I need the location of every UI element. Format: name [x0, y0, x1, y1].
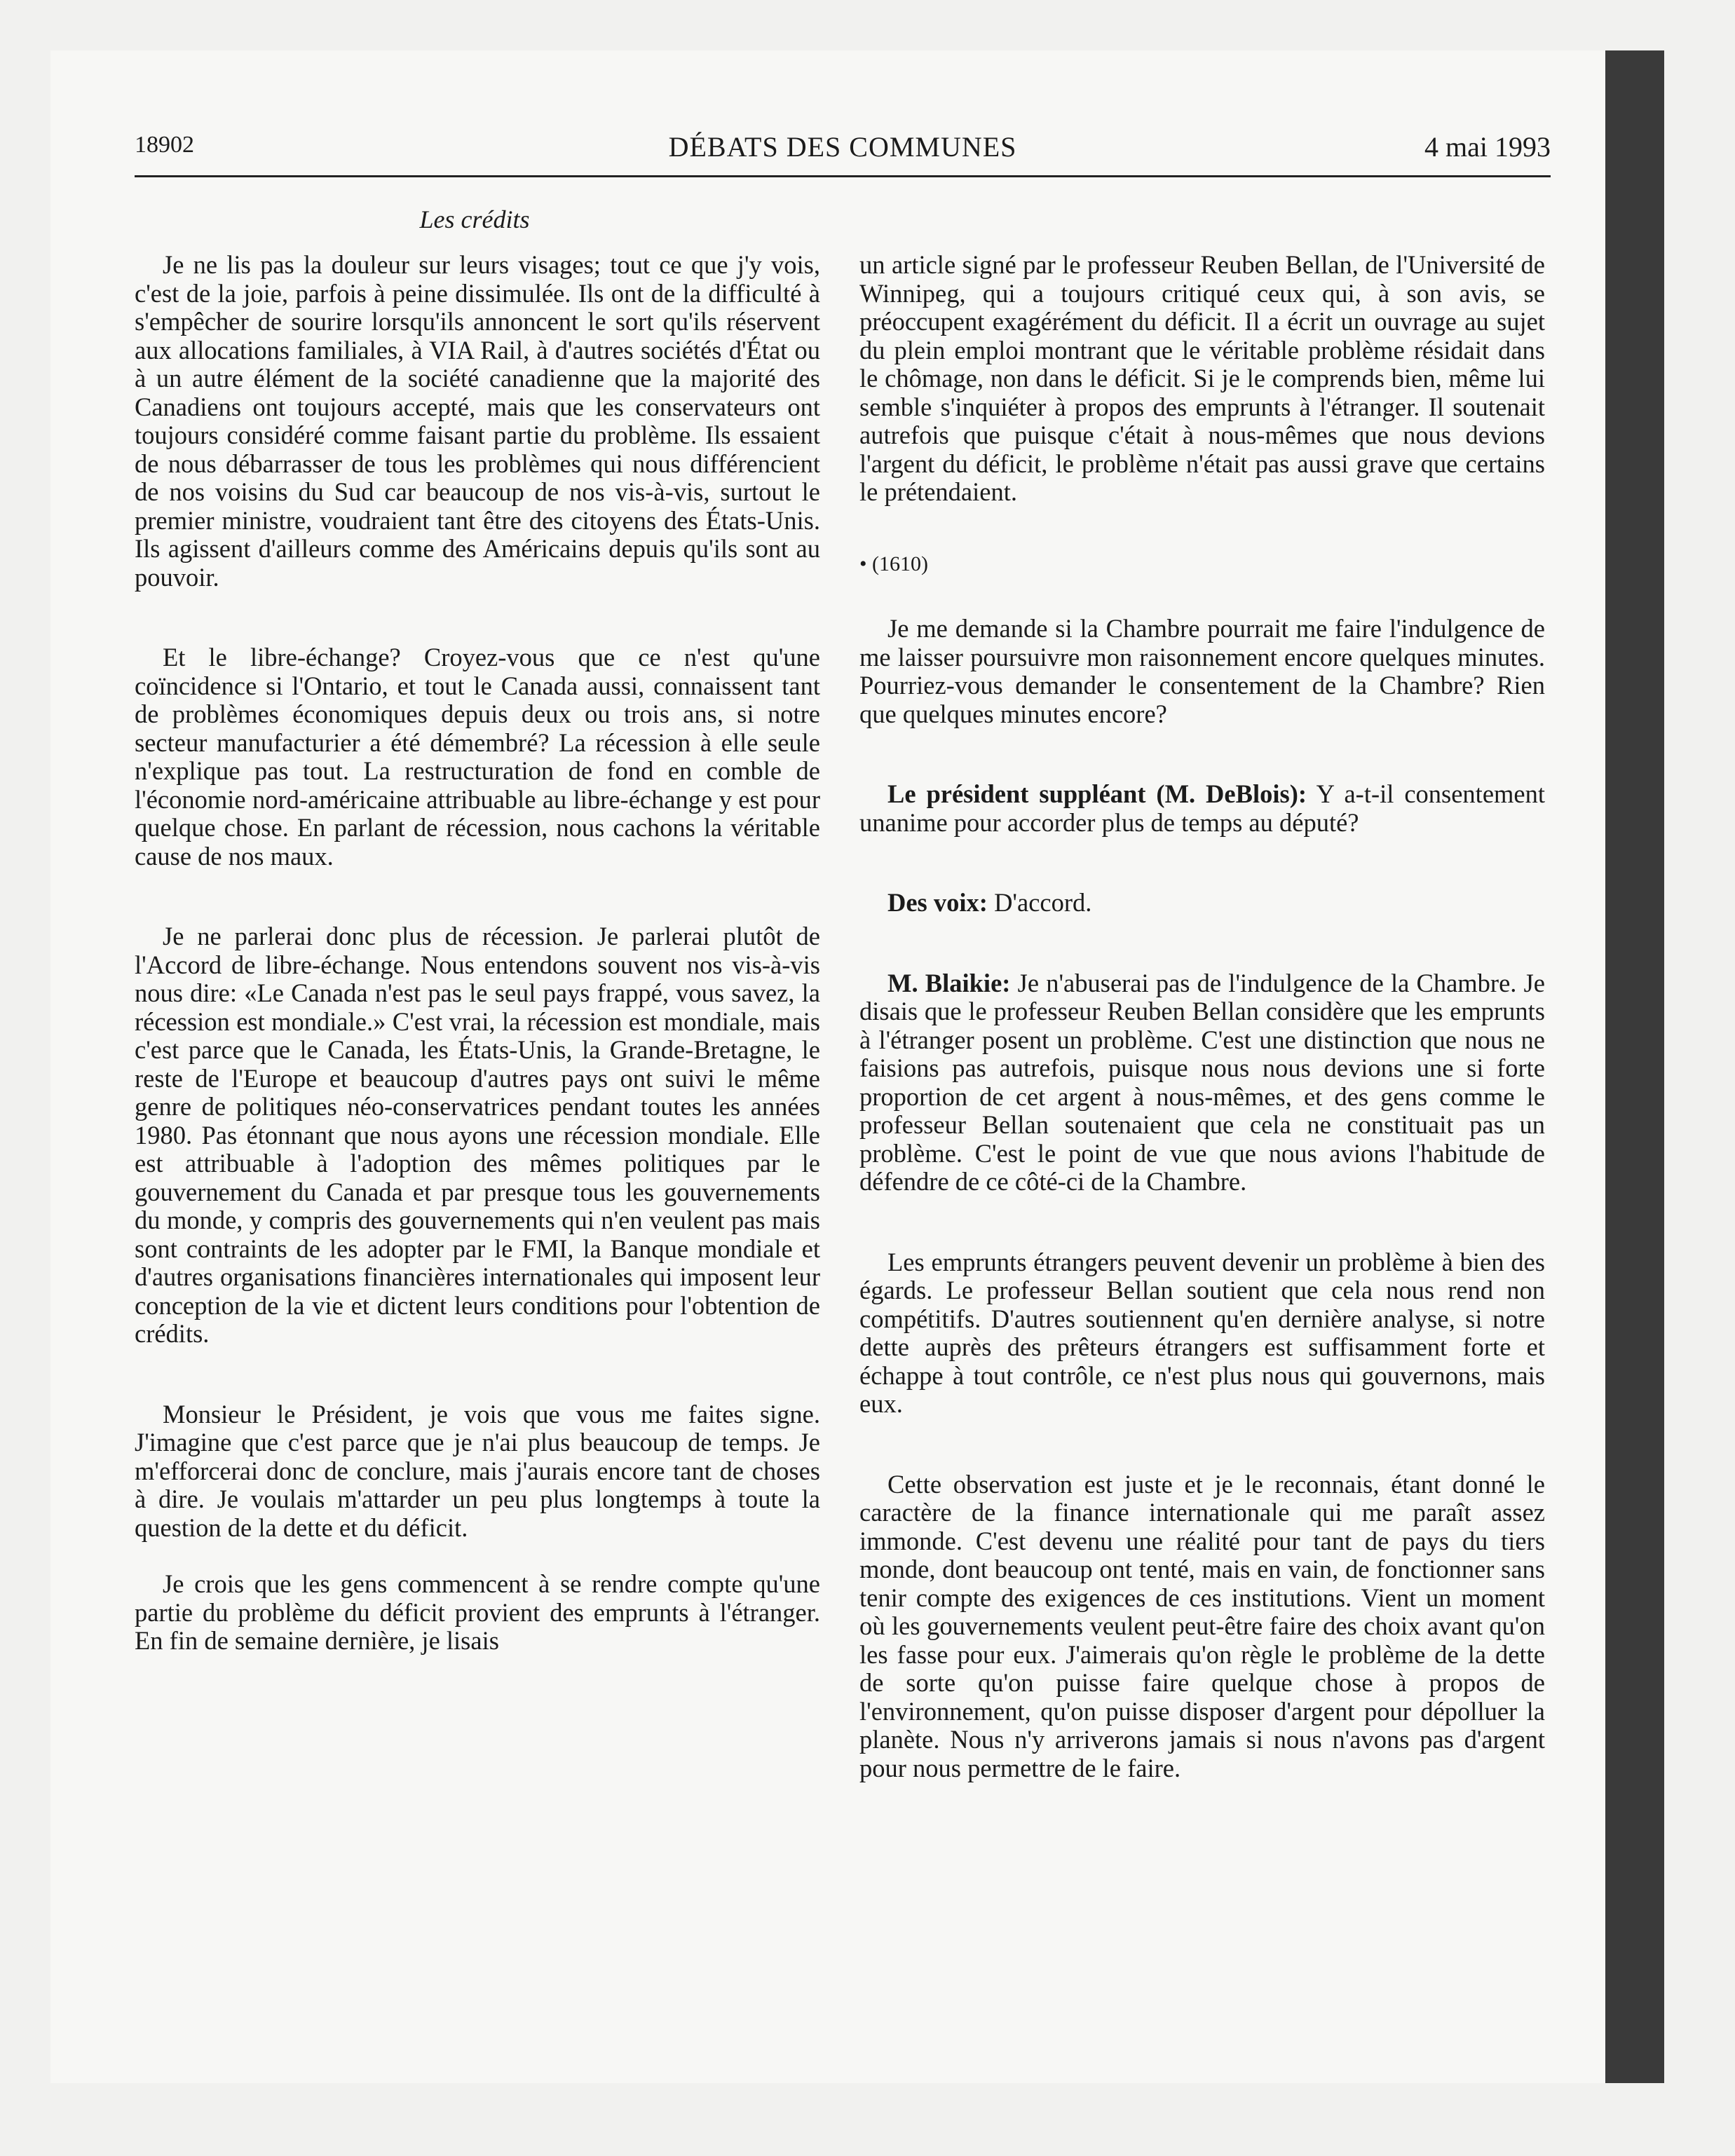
speech-text: Je n'abuserai pas de l'indulgence de la Chambre. Je disais que le professeur Reuben Bellan considère que les emprunts à l'étranger posent un problème. C'est une distinction que nous ne faisions pas autrefois, puisque nous nous devions une si forte proportion de cet argent à nous-mêmes, et des gens comme le professeur Bellan soutenaient que cela ne constituait pas un problème. C'est le point de vue que nous avions l'habitude de défendre de ce côté-ci de la Chambre.: [859, 968, 1545, 1196]
paragraph: Les emprunts étrangers peuvent devenir un problème à bien des égards. Le professeur Bellan soutient que cela nous rend non compétitifs. D'autres soutiennent qu'en dernière analyse, si notre dette auprès des prêteurs étrangers est suffisamment forte et échappe à tout contrôle, ce n'est plus nous qui gouvernons, mais eux.: [859, 1247, 1545, 1418]
speech-voices: [859, 889, 1545, 917]
timestamp: • (1610): [859, 552, 928, 575]
paragraph-continuation: un article signé par le professeur Reuben Bellan, de l'Université de Winnipeg, qui a toujours critiqué ceux qui, à son avis, se préoccupent exagérément du déficit. Il a écrit un ouvrage au sujet du plein emploi montrant que le véritable problème résidait dans le chômage, non dans le déficit. Si je le comprends bien, même lui semble s'inquiéter à propos des emprunts à l'étranger. Il soutenait autrefois que puisque c'était à nous-mêmes que nous devions l'argent du déficit, le problème n'était pas aussi grave que certains le prétendaient.: [859, 250, 1545, 506]
scan-edge-band: [1605, 50, 1664, 2083]
paragraph: Monsieur le Président, je vois que vous me faites signe. J'imagine que c'est parce que je n'ai plus beaucoup de temps. Je m'efforcerai donc de conclure, mais j'aurais encore tant de choses à dire. Je voulais m'attarder un peu plus longtemps à toute la question de la dette et du déficit.: [135, 1399, 820, 1542]
left-column: [135, 251, 820, 1656]
paragraph: Cette observation est juste et je le reconnais, étant donné le caractère de la finance internationale qui me paraît assez immonde. C'est devenu une réalité pour tant de pays du tiers monde, dont beaucoup ont tenté, mais en vain, de fonctionner sans tenir compte des exigences de ces institutions. Vient un moment où les gouvernements veulent peut-être faire des choix avant qu'on les fasse pour eux. J'aimerais qu'on règle le problème de la dette de sorte qu'on puisse faire quelque chose à propos de l'environnement, qu'on puisse disposer d'argent pour dépolluer la planète. Nous n'y arriverons jamais si nous n'avons pas d'argent pour nous permettre de le faire.: [859, 1469, 1545, 1782]
paragraph: Je ne parlerai donc plus de récession. Je parlerai plutôt de l'Accord de libre-échange. Nous entendons souvent nos vis-à-vis nous dire: «Le Canada n'est pas le seul pays frappé, vous savez, la récession est mondiale.» C'est vrai, la récession est mondiale, mais c'est parce que le Canada, les États-Unis, la Grande-Bretagne, le reste de l'Europe et beaucoup d'autres pays ont suivi le même genre de politiques néo-conservatrices pendant toutes les années 1980. Pas étonnant que nous ayons une récession mondiale. Elle est attribuable à l'adoption des mêmes politiques par le gouvernement du Canada et par presque tous les gouvernements du monde, y compris des gouvernements qui n'en veulent pas mais sont contraints de les adopter par le FMI, la Banque mondiale et d'autres organisations financières internationales qui imposent leur conception de la vie et dictent leurs conditions pour l'obtention de crédits.: [135, 922, 820, 1348]
paragraph: Je ne lis pas la douleur sur leurs visages; tout ce que j'y vois, c'est de la joie, parfois à peine dissimulée. Ils ont de la difficulté à s'empêcher de sourire lorsqu'ils annoncent le sort qu'ils réservent aux allocations familiales, à VIA Rail, à d'autres sociétés d'État ou à un autre élément de la société canadienne que la majorité des Canadiens ont toujours accepté, mais que les conservateurs ont toujours considéré comme faisant partie du problème. Ils essaient de nous débarrasser de tous les problèmes qui nous différencient de nos voisins du Sud car beaucoup de nos vis-à-vis, surtout le premier ministre, voudraient tant être des citoyens des États-Unis. Ils agissent d'ailleurs comme des Américains depuis qu'ils sont au pouvoir.: [135, 250, 820, 592]
paragraph: Je crois que les gens commencent à se rendre compte qu'une partie du problème du déficit provient des emprunts à l'étranger. En fin de semaine dernière, je lisais: [135, 1569, 820, 1655]
paragraph: Je me demande si la Chambre pourrait me faire l'indulgence de me laisser poursuivre mon raisonnement encore quelques minutes. Pourriez-vous demander le consentement de la Chambre? Rien que quelques minutes encore?: [859, 614, 1545, 728]
page-header: [135, 132, 1551, 177]
section-title: Les crédits: [419, 205, 530, 233]
speaker-name: Des voix:: [887, 888, 988, 917]
speaker-name: M. Blaikie:: [887, 968, 1011, 997]
speech-text: D'accord.: [987, 888, 1092, 917]
publication-title: DÉBATS DES COMMUNES: [668, 131, 1017, 163]
speech-deblois: [859, 780, 1545, 837]
right-column: [859, 251, 1545, 1782]
page-number: 18902: [135, 132, 194, 158]
paragraph: Et le libre-échange? Croyez-vous que ce n'est qu'une coïncidence si l'Ontario, et tout le Canada aussi, connaissent tant de problèmes économiques depuis deux ou trois ans, si notre secteur manufacturier a été démembré? La récession à elle seule n'explique pas tout. La restructuration de fond en comble de l'économie nord-américaine attribuable au libre-échange y est pour quelque chose. En parlant de récession, nous cachons la véritable cause de nos maux.: [135, 643, 820, 871]
page-date: 4 mai 1993: [1424, 131, 1551, 163]
speaker-name: Le président suppléant (M. DeBlois):: [887, 779, 1307, 808]
speech-blaikie: [859, 969, 1545, 1196]
speech-text: Y a-t-il consentement unanime pour accorder plus de temps au député?: [859, 779, 1546, 837]
